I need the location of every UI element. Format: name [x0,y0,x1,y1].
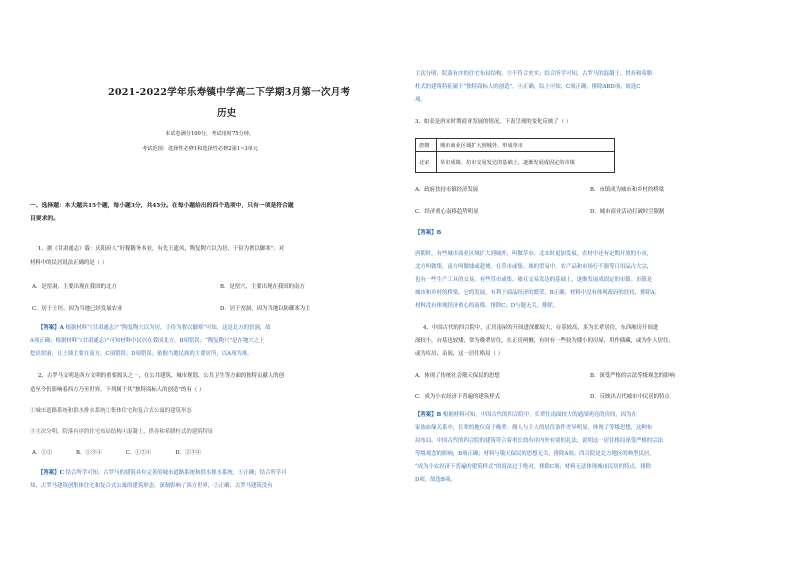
q3-option-a: A．政府扶持市镇经济发展 [415,187,479,193]
q1-stem-line1: 1、据《甘肃通志》载：庆阳府人“好稼穑务本业，有先王遗风，陶复陶穴以为居，于俭为奢以御寒”。对 [38,246,285,252]
q1-answer-line3: 挖出窑洞，且土墙主要在南方，C项错误；D项错误；依据当地民族的主要居所，以A项为准。 [30,351,253,357]
q2-item-line2: ③主次分明、院落有序的住宅布局结构④混凝土、拱券和希腊柱式的建筑特征 [30,429,214,435]
section-heading-line2: 目要求的。 [30,216,59,222]
q2-item-line1: ①城市道路系统和供水排水系统②集体住宅和复合式公寓的建筑形态 [30,408,192,414]
q2-answer-label: 【答案】C [38,470,64,476]
q3-answer-line4: 城市和乡村的桥梁，它的发展，有利于商品经济的繁荣，B正确；材料中没有体现政府的扶持，排除A； [415,290,661,296]
q4-option-d: D．反映出古代城市中民居的特点 [590,394,670,400]
q4-answer-line2: 家族血缘关系中，长辈的地位高于晚辈；佣人与主人的居住条件差异明显，体现了等级思想，这种布 [415,425,653,431]
q2-answer-cont-line1: 主次分明、院落有序的住宅布局结构，③不符合史实；结合所学可知，古罗马的混凝土、拱券和希腊 [415,71,653,77]
q4-stem-line1: 4、中国古代的四合院中，正房南屋的开间进深都较大，台基较高，多为长辈居住，东西厢房开间进 [423,325,659,331]
exam-title: 2021-2022学年乐寿镇中学高二下学期3月第一次月考 [108,87,351,98]
q2-stem-line2: 造至今仍影响着西方乃至世界。下列属于其“独特商标人的创造”的有（ ） [30,387,205,393]
q1-option-b: B．是窑穴，主要出现在我国的南方 [220,284,305,290]
q4-answer-line6: D项。故选B项。 [415,477,456,483]
q4-stem-line3: 或为库房、杂间，这一居住格局（ ） [415,351,503,357]
section-heading-line1: 一、选择题：本大题共15个题，每小题3分，共45分。在每小题给出的四个选项中，只有一项是符合题 [30,203,294,209]
table-cell: 唐朝 [416,139,437,152]
exam-info-score: 本试卷满分100分，考试用时75分钟。 [165,131,255,137]
q4-answer-line4: 等级观念的影响，B项正确；材料与敬天保民的思想无关，排除A项；四合院是北方地区的典型民居， [415,451,655,457]
exam-info-range: 考试范围：选择性必修1和选择性必修2第1~3单元 [142,146,259,152]
q3-answer-line2: 北方叫做集，南方叫做墟或趁墟。在草市或集、墟的贸易中，农产品和市场行不器等日用品占大宗， [415,264,653,270]
q4-option-a: A．体现了传统社会敬天保民的思想 [415,373,500,379]
q3-answer-line5: 材料没有体现经济重心的南移，排除C；D与题无关，排除。 [415,303,559,309]
q3-answer-line3: 也有一些生产工具的交易。有些草市或集、墟在交易发达的基础上，逐渐发展成固定的市镇。市镇是 [415,277,653,283]
table-cell: 北宋 [416,152,437,173]
q4-answer-label: 【答案】B [415,412,442,418]
q4-option-b: B．深受严格的宗法等级观念的影响 [590,373,675,379]
q2-stem-line1: 2、古罗马文明是西方文明的重要源头之一，在公共建筑、城市规划、公共卫生等方面的独特贡献人的创 [38,373,285,379]
q4-answer-line3: 局布局，中国古代的四合院的建筑符合着重长幼有序内外有别的礼法，说明这一居住格局深受严格的宗法 [415,438,663,444]
q1-option-c: C．居于土坯，因为当地已经发展农业 [32,306,123,312]
table-row [416,152,615,173]
q2-options: A．①② B．①③④ C．①②④ D．②③④ [32,450,202,456]
q2-answer-cont-line3: 项。 [415,97,426,103]
q2-answer-cont-line2: 柱式的建筑特征属于“独特商标人的创造”，④正确，综上可知，C项正确，排除ABD项，故选C [415,84,641,90]
q1-stem-line2: 材料中的民居说法正确的是（ ） [30,260,108,266]
q4-answer-line1 [415,413,637,418]
q1-option-d: D．居于窑洞，因为当地以防御寒为主 [220,306,311,312]
q3-option-c: C．经济重心南移趋势明显 [415,209,479,215]
subject-title: 历史 [217,108,237,119]
q2-answer-text: 结合所学可知，古罗马的建筑具有完善的城市道路系统和供水排水系统，①正确；结合所学可 [63,470,287,476]
q1-answer-label: 【答案】A [38,325,64,331]
q3-stem: 3、如表是唐宋时期商业发展的情况，下表呈现的变化反映了（ ） [415,119,572,125]
q4-answer-line5: “成为小农经济下普遍的建筑样式”的说法过于绝对，排除C项；材料无法体现城市民居的特点，排除 [415,464,652,470]
q3-answer-line1: 唐朝时，有些城市商业区域扩大到城外，叫做草市。北宋时更加发展。农村中还有定期开放的小市， [415,251,653,257]
q4-stem-line2: 深较小，台基也较矮，常为晚辈居住，在正房两侧，有时有一些较为矮小的房屋，用作储藏，或为仆人居住， [415,338,674,344]
q1-option-a: A．是窑洞，主要出现在我国的北方 [32,284,117,290]
q1-answer-line2: A项正确；根据材料“《甘肃通志》”可知材料中民居在我国北方，B项错误；“陶复陶穴”是在地穴之上 [30,338,265,344]
q4-answer-text: 根据材料可知，中国古代的四合院中，长辈住南面较大的通深明亮的房间，因为在 [441,412,637,418]
q2-answer-line2: 知，古罗马建筑创集体住宅和复合式公寓的建筑形态，深刻影响了西方世界，②正确；古罗马建筑没有 [30,483,273,489]
q3-option-b: B．市镇成为城市和乡村的桥梁 [590,187,665,193]
q4-option-c: C．成为小农经济下普遍的建筑样式 [415,394,500,400]
table-cell: 草市成镇、坊市交易发达的基础上，逐渐发展成固定的市镇 [437,152,615,173]
q2-answer-line1 [38,471,287,476]
q3-answer-label: 【答案】B [415,230,442,236]
q1-answer-text: 根据材料“《甘肃通志》”“陶复陶穴以为居，于俭为奢以御寒”可知，这是北方的窑洞，故 [63,325,271,331]
table-row [416,139,615,152]
q1-answer-line1 [38,326,271,331]
q3-table [415,138,615,173]
table-cell: 城市商业区域扩大到城外，形成草市 [437,139,615,152]
q3-option-d: D．城市商业活动打破时空限制 [590,209,665,215]
